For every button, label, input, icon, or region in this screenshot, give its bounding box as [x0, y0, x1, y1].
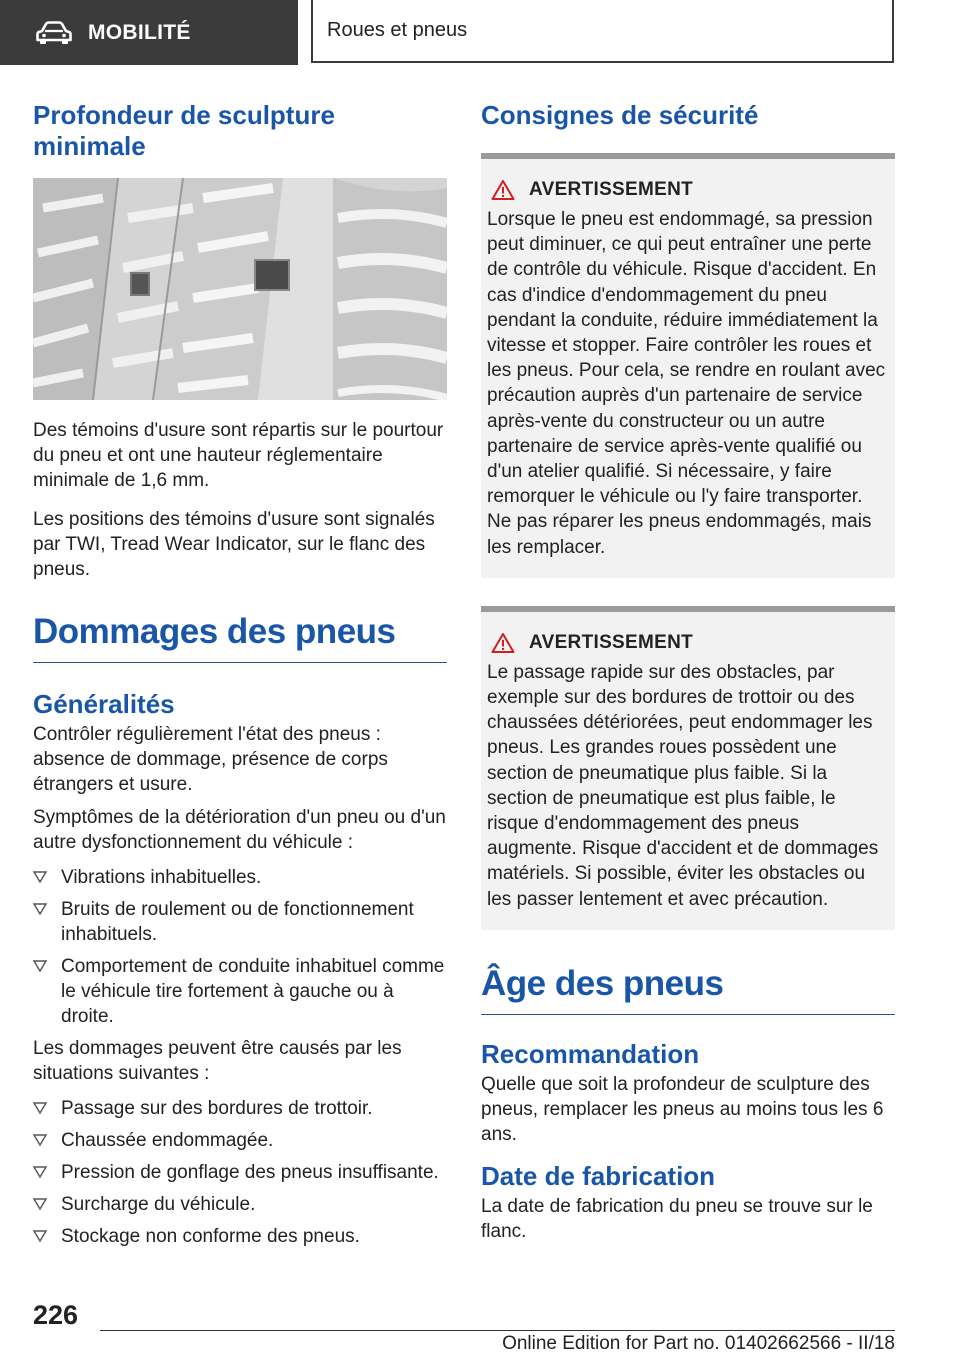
page-number: 226 [33, 1300, 79, 1330]
list-item: Stockage non conforme des pneus. [33, 1224, 447, 1249]
warning-box-2 [481, 606, 895, 930]
symptoms-list [33, 865, 447, 1029]
general-paragraph-2: Symptômes de la détérioration d'un pneu ou d'un autre dysfonctionnement du véhicule : [33, 807, 446, 853]
tire-tread-illustration [33, 178, 447, 400]
chapter-label: MOBILITÉ [88, 20, 191, 44]
list-item: Chaussée endommagée. [33, 1128, 447, 1153]
triangle-bullet-icon [33, 902, 47, 916]
tread-paragraph-2: Les positions des témoins d'usure sont signalés par TWI, Tread Wear Indicator, sur le flanc des pneus. [33, 509, 435, 580]
warning-label: AVERTISSEMENT [529, 179, 694, 200]
causes-list [33, 1096, 447, 1249]
manufacture-date-heading: Date de fabrication [481, 1160, 716, 1191]
list-item: Surcharge du véhicule. [33, 1192, 447, 1217]
list-item: Pression de gonflage des pneus insuffisante. [33, 1160, 447, 1185]
edition-text: Online Edition for Part no. 01402662566 - II/18 [502, 1333, 895, 1354]
causes-intro: Les dommages peuvent être causés par les situations suivantes : [33, 1038, 402, 1084]
recommendation-text: Quelle que soit la profondeur de sculpture des pneus, remplacer les pneus au moins tous les 6 ans. [481, 1073, 884, 1145]
warning-triangle-icon [491, 179, 515, 201]
tire-damage-heading: Dommages des pneus [33, 612, 447, 663]
warning-label: AVERTISSEMENT [529, 631, 694, 653]
tread-depth-heading: Profondeur de sculpture minimale [33, 100, 335, 161]
warning-triangle-icon [491, 632, 515, 654]
general-heading: Généralités [33, 689, 175, 719]
right-column [481, 100, 895, 1244]
triangle-bullet-icon [33, 1101, 47, 1115]
triangle-bullet-icon [33, 1197, 47, 1211]
warning-box-1 [481, 153, 895, 578]
list-item: Comportement de conduite inhabituel comme le véhicule tire fortement à gauche ou à droite. [33, 954, 447, 1029]
triangle-bullet-icon [33, 870, 47, 884]
triangle-bullet-icon [33, 1133, 47, 1147]
safety-heading: Consignes de sécurité [481, 100, 759, 130]
list-item: Bruits de roulement ou de fonctionnement inhabituels. [33, 897, 447, 947]
general-paragraph-1: Contrôler régulièrement l'état des pneus : absence de dommage, présence de corps étrangers et usure. [33, 724, 388, 795]
left-column [33, 100, 447, 1256]
section-header [311, 0, 894, 63]
list-item: Vibrations inhabituelles. [33, 865, 447, 890]
list-item: Passage sur des bordures de trottoir. [33, 1096, 447, 1121]
tread-paragraph-1: Des témoins d'usure sont répartis sur le pourtour du pneu et ont une hauteur réglementaire minimale de 1,6 mm. [33, 420, 444, 491]
warning-text: Le passage rapide sur des obstacles, par exemple sur des bordures de trottoir ou des chaussées détériorées, peut endommager les pneus. Les grandes roues possèdent une section de pneumatique plus faible. Si la section de pneumatique est plus faible, le risque d'endommagement des pneus augmente. Risque d'accident et de dommages matériels. Si possible, éviter les obstacles ou les passer lentement et avec précaution. [487, 661, 879, 910]
recommendation-heading: Recommandation [481, 1038, 700, 1069]
triangle-bullet-icon [33, 1165, 47, 1179]
section-label: Roues et pneus [327, 19, 468, 41]
warning-text: Lorsque le pneu est endommagé, sa pression peut diminuer, ce qui peut entraîner une perte de contrôle du véhicule. Risque d'accident. En cas d'indice d'endommagement du pneu pendant la conduite, réduire immédiatement la vitesse et stopper. Faire contrôler les roues et les pneus. Pour cela, se rendre en roulant avec précaution auprès d'un partenaire de service après-vente du constructeur ou un autre partenaire de service après-vente qualifié ou d'un atelier qualifié. Si nécessaire, y faire remorquer le véhicule ou l'y faire transporter. Ne pas réparer les pneus endommagés, mais les remplacer. [487, 209, 886, 558]
triangle-bullet-icon [33, 1229, 47, 1243]
footer-divider [100, 1330, 895, 1331]
tire-age-heading: Âge des pneus [481, 964, 895, 1015]
car-icon [36, 21, 72, 45]
triangle-bullet-icon [33, 959, 47, 973]
chapter-tab [0, 0, 298, 65]
manufacture-date-text: La date de fabrication du pneu se trouve sur le flanc. [481, 1195, 873, 1242]
